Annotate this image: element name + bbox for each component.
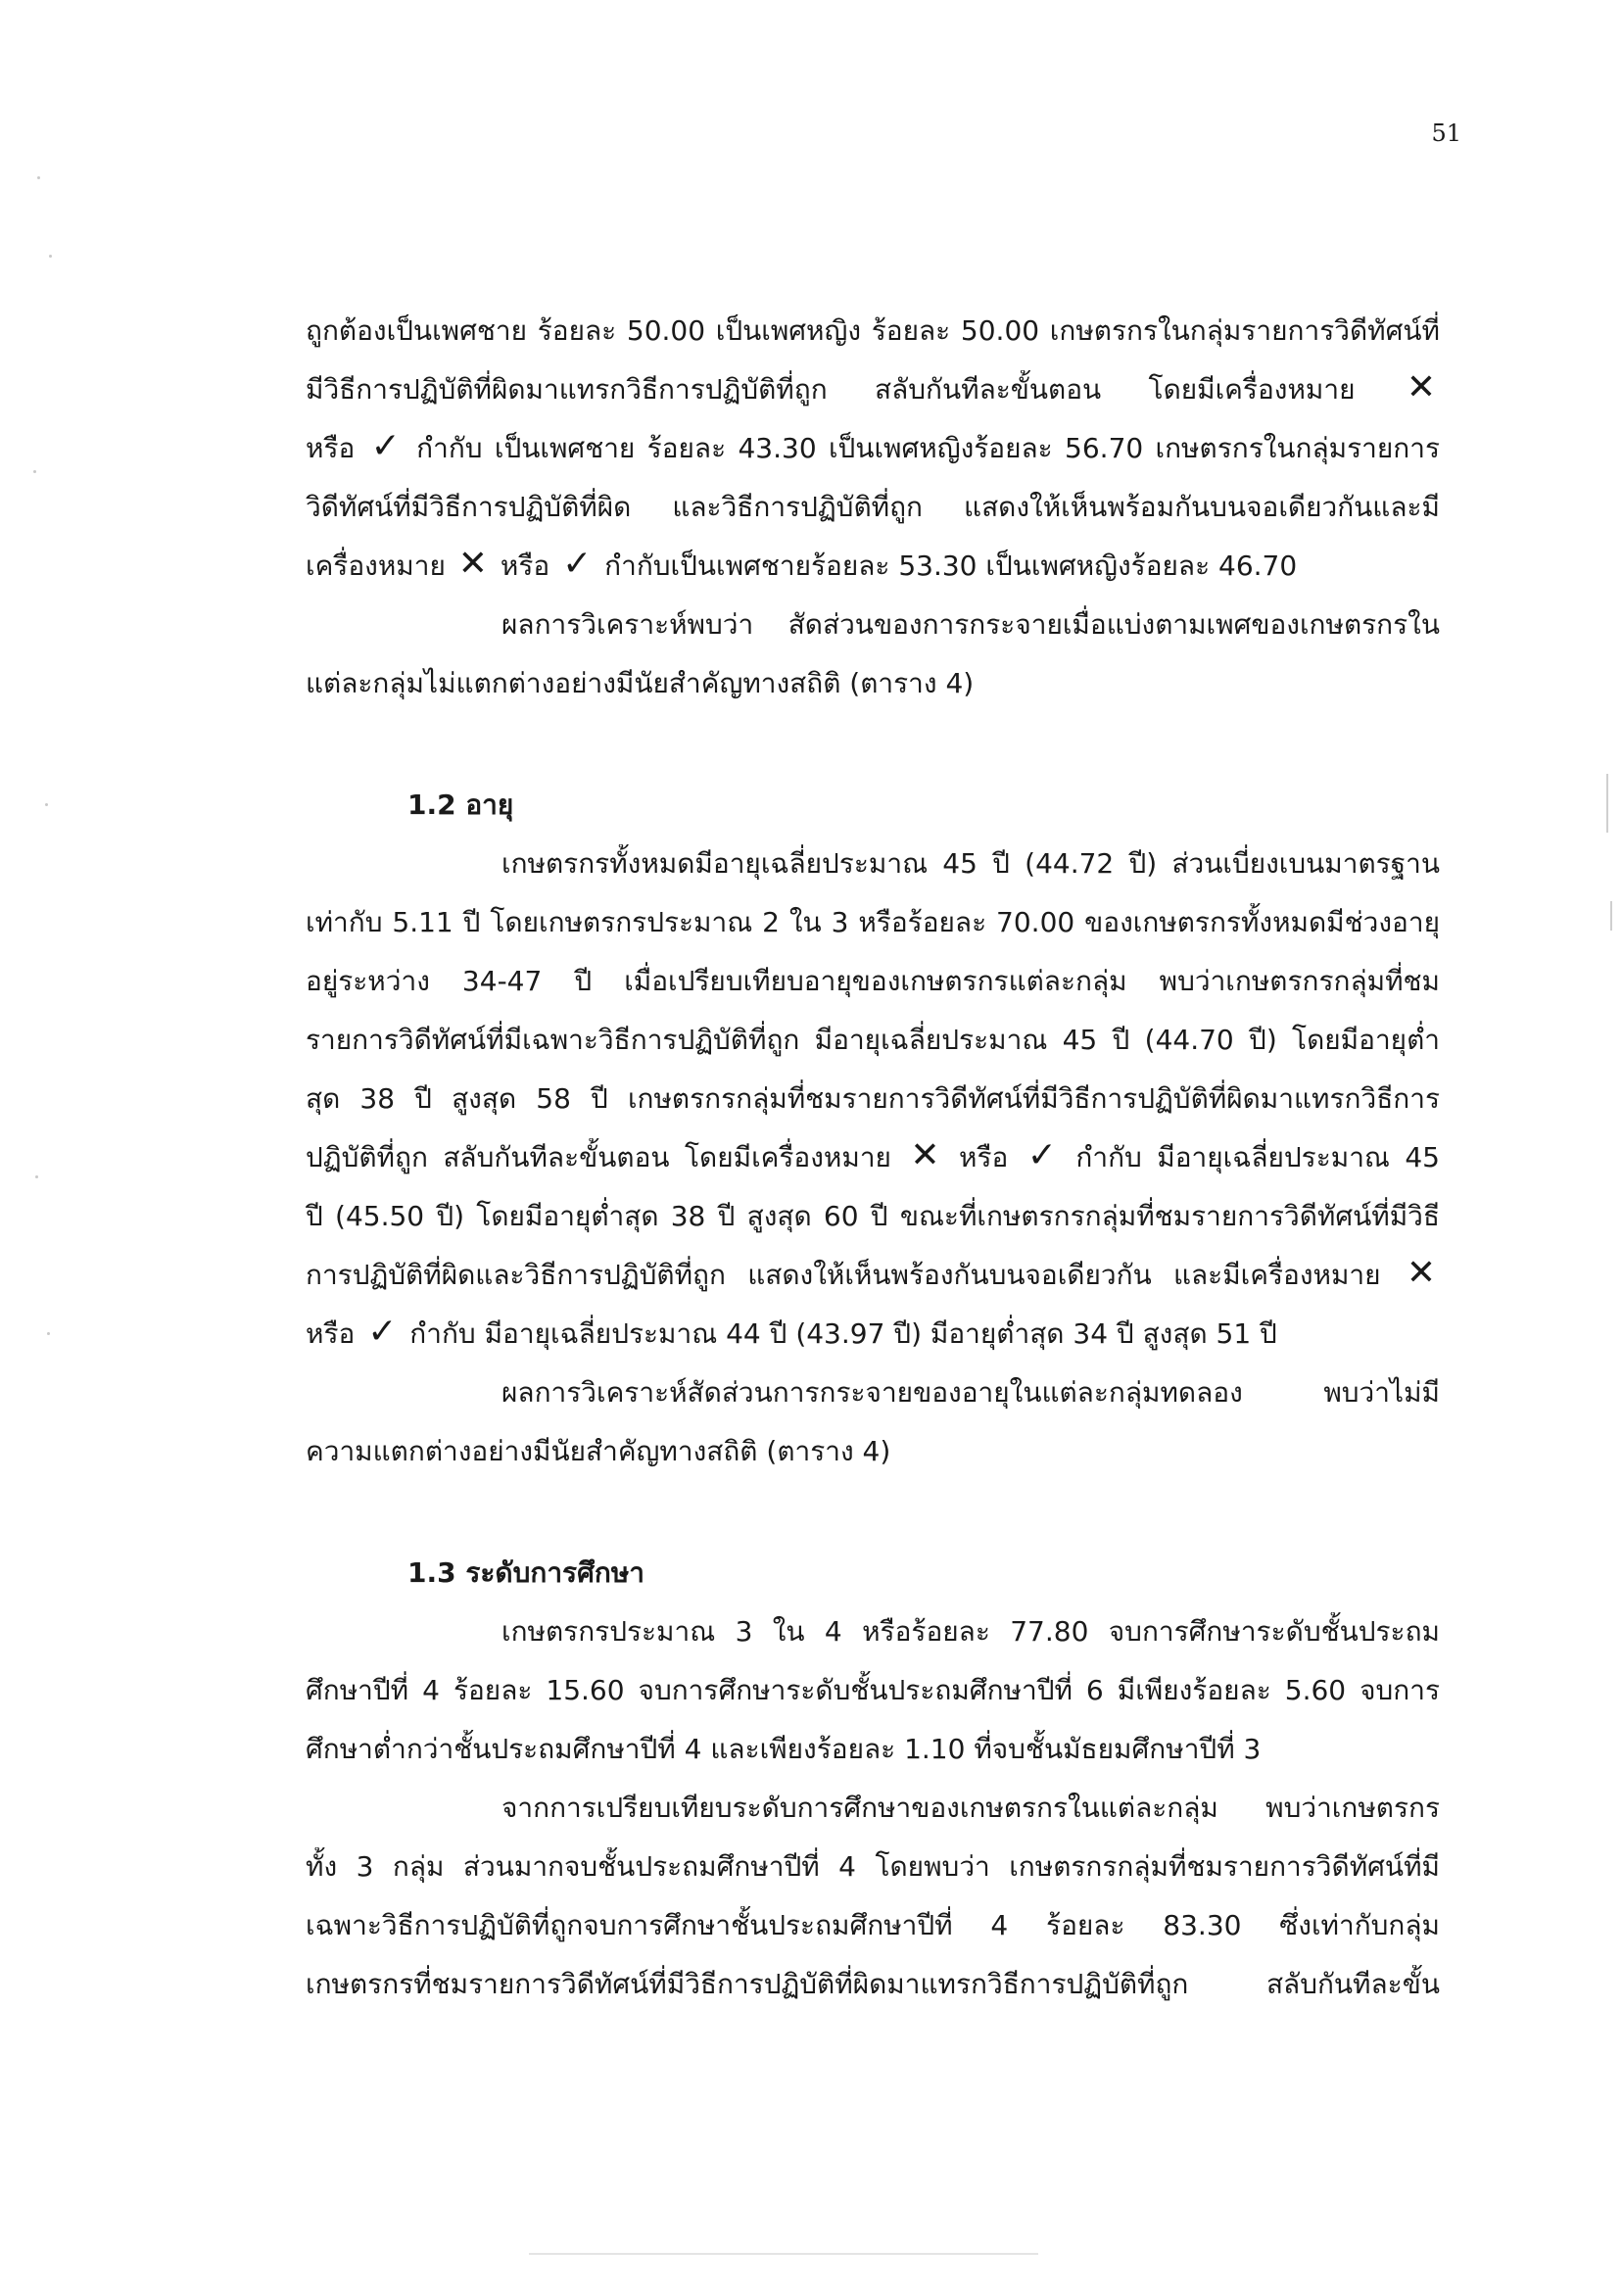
text-line: สุด 38 ปี สูงสุด 58 ปี เกษตรกรกลุ่มที่ชมรายการวิดีทัศน์ที่มีวิธีการปฏิบัติที่ผิดมาแทรกวิธีการ <box>306 1082 1440 1115</box>
line-text: หรือ <box>500 550 550 582</box>
text-line: เฉพาะวิธีการปฏิบัติที่ถูกจบการศึกษาชั้นประถมศึกษาปีที่ 4 ร้อยละ 83.30 ซึ่งเท่ากับกลุ่ม <box>306 1909 1440 1941</box>
text-line: รายการวิดีทัศน์ที่มีเฉพาะวิธีการปฏิบัติที่ถูก มีอายุเฉลี่ยประมาณ 45 ปี (44.70 ปี) โดยมีอายุต่ำ <box>306 1024 1440 1056</box>
cross-mark-icon: ✕ <box>457 547 488 584</box>
text-line: ศึกษาปีที่ 4 ร้อยละ 15.60 จบการศึกษาระดับชั้นประถมศึกษาปีที่ 6 มีเพียงร้อยละ 5.60 จบการ <box>306 1674 1440 1706</box>
text-line: วิดีทัศน์ที่มีวิธีการปฏิบัติที่ผิด และวิธีการปฏิบัติที่ถูก แสดงให้เห็นพร้อมกันบนจอเดียวกันและมี <box>306 491 1440 523</box>
line-text: ปฏิบัติที่ถูก สลับกันทีละขั้นตอน โดยมีเครื่องหมาย <box>306 1141 891 1173</box>
cross-mark-icon: ✕ <box>1406 1256 1437 1293</box>
text-line <box>306 429 1440 468</box>
scan-artifacts <box>27 59 67 1528</box>
text-line: ผลการวิเคราะห์พบว่า สัดส่วนของการกระจายเมื่อแบ่งตามเพศของเกษตรกรใน <box>501 608 1440 641</box>
line-text: หรือ <box>959 1141 1009 1173</box>
scan-edge-mark <box>1610 901 1612 931</box>
text-line: ปี (45.50 ปี) โดยมีอายุต่ำสุด 38 ปี สูงสุด 60 ปี ขณะที่เกษตรกรกลุ่มที่ชมรายการวิดีทัศน์ที่มีวิธี <box>306 1200 1440 1232</box>
text-line <box>306 1315 1440 1354</box>
line-text: กำกับ มีอายุเฉลี่ยประมาณ 44 ปี (43.97 ปี) มีอายุต่ำสุด 34 ปี สูงสุด 51 ปี <box>409 1317 1277 1350</box>
cross-mark-icon: ✕ <box>1406 370 1436 407</box>
section-heading-age: 1.2 อายุ <box>407 789 514 821</box>
text-line: จากการเปรียบเทียบระดับการศึกษาของเกษตรกรในแต่ละกลุ่ม พบว่าเกษตรกร <box>501 1792 1440 1824</box>
scan-edge-mark <box>1606 774 1608 833</box>
line-text: กำกับ เป็นเพศชาย ร้อยละ 43.30 เป็นเพศหญิงร้อยละ 56.70 เกษตรกรในกลุ่มรายการ <box>416 432 1440 464</box>
text-line: ความแตกต่างอย่างมีนัยสำคัญทางสถิติ (ตาราง 4) <box>306 1435 891 1467</box>
cross-mark-icon: ✕ <box>910 1138 940 1175</box>
text-line: เท่ากับ 5.11 ปี โดยเกษตรกรประมาณ 2 ใน 3 หรือร้อยละ 70.00 ของเกษตรกรทั้งหมดมีช่วงอายุ <box>306 906 1440 938</box>
text-line: เกษตรกรประมาณ 3 ใน 4 หรือร้อยละ 77.80 จบการศึกษาระดับชั้นประถม <box>501 1615 1440 1648</box>
text-line: เกษตรกรที่ชมรายการวิดีทัศน์ที่มีวิธีการปฏิบัติที่ผิดมาแทรกวิธีการปฏิบัติที่ถูก สลับกันทีละขั้น <box>306 1968 1440 2000</box>
line-text: หรือ <box>306 1317 356 1350</box>
line-text: กำกับเป็นเพศชายร้อยละ 53.30 เป็นเพศหญิงร้อยละ 46.70 <box>604 550 1298 582</box>
line-text: การปฏิบัติที่ผิดและวิธีการปฏิบัติที่ถูก แสดงให้เห็นพร้องกันบนจอเดียวกัน และมีเครื่องหมาย <box>306 1259 1381 1291</box>
text-line: อยู่ระหว่าง 34-47 ปี เมื่อเปรียบเทียบอายุของเกษตรกรแต่ละกลุ่ม พบว่าเกษตรกรกลุ่มที่ชม <box>306 965 1440 997</box>
line-text: กำกับ มีอายุเฉลี่ยประมาณ 45 <box>1075 1141 1440 1173</box>
text-line <box>306 547 1440 586</box>
text-line: ศึกษาต่ำกว่าชั้นประถมศึกษาปีที่ 4 และเพียงร้อยละ 1.10 ที่จบชั้นมัธยมศึกษาปีที่ 3 <box>306 1733 1262 1765</box>
line-text: มีวิธีการปฏิบัติที่ผิดมาแทรกวิธีการปฏิบัติที่ถูก สลับกันทีละขั้นตอน โดยมีเครื่องหมาย <box>306 373 1356 406</box>
text-line <box>306 1256 1440 1295</box>
text-line <box>306 370 1440 409</box>
text-line: ทั้ง 3 กลุ่ม ส่วนมากจบชั้นประถมศึกษาปีที่ 4 โดยพบว่า เกษตรกรกลุ่มที่ชมรายการวิดีทัศน์ที่มี <box>306 1850 1440 1883</box>
text-line: แต่ละกลุ่มไม่แตกต่างอย่างมีนัยสำคัญทางสถิติ (ตาราง 4) <box>306 667 975 699</box>
scan-footer-mark <box>529 2253 1038 2255</box>
text-line: ผลการวิเคราะห์สัดส่วนการกระจายของอายุในแต่ละกลุ่มทดลอง พบว่าไม่มี <box>501 1376 1440 1409</box>
check-mark-icon: ✓ <box>562 547 593 584</box>
check-mark-icon: ✓ <box>370 429 401 466</box>
text-line: เกษตรกรทั้งหมดมีอายุเฉลี่ยประมาณ 45 ปี (44.72 ปี) ส่วนเบี่ยงเบนมาตรฐาน <box>501 847 1440 880</box>
text-line: ถูกต้องเป็นเพศชาย ร้อยละ 50.00 เป็นเพศหญิง ร้อยละ 50.00 เกษตรกรในกลุ่มรายการวิดีทัศน์ที่ <box>306 314 1440 347</box>
page-number: 51 <box>1431 120 1461 147</box>
line-text: หรือ <box>306 432 356 464</box>
section-heading-education: 1.3 ระดับการศึกษา <box>407 1556 645 1589</box>
text-line <box>306 1138 1440 1177</box>
check-mark-icon: ✓ <box>1026 1138 1057 1175</box>
line-text: เครื่องหมาย <box>306 550 446 582</box>
check-mark-icon: ✓ <box>367 1315 398 1352</box>
